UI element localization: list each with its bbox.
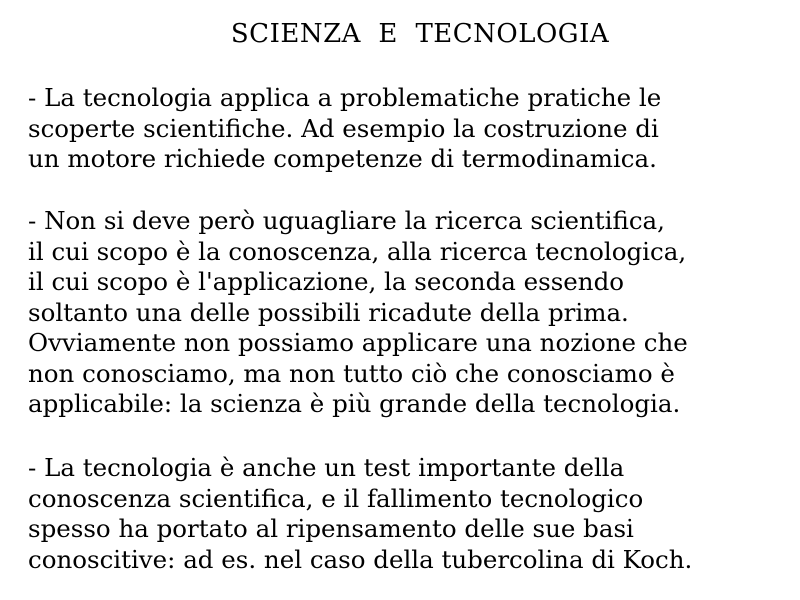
paragraph-line: conoscitive: ad es. nel caso della tubercolina di Koch. (28, 544, 693, 574)
paragraph-line: conoscenza scientifica, e il fallimento tecnologico (28, 483, 644, 513)
paragraph-3 (28, 453, 788, 575)
paragraph-line: - La tecnologia è anche un test importante della (28, 453, 625, 482)
paragraph-1 (28, 83, 788, 175)
paragraph-line: il cui scopo è l'applicazione, la seconda essendo (28, 267, 625, 296)
paragraph-line: - La tecnologia applica a problematiche pratiche le (28, 83, 662, 112)
paragraph-line: soltanto una delle possibili ricadute della prima. (28, 297, 629, 327)
paragraph-line: non conosciamo, ma non tutto ciò che conosciamo è (28, 358, 675, 388)
paragraph-line: un motore richiede competenze di termodinamica. (28, 144, 657, 173)
paragraph-line: scoperte scientifiche. Ad esempio la costruzione di (28, 113, 659, 143)
slide-title: SCIENZA E TECNOLOGIA (230, 19, 610, 49)
paragraph-line: spesso ha portato al ripensamento delle sue basi (28, 514, 634, 543)
paragraph-line: - Non si deve però uguagliare la ricerca scientifica, (28, 206, 665, 235)
paragraph-2 (28, 206, 788, 420)
paragraph-line: Ovviamente non possiamo applicare una nozione che (28, 328, 688, 357)
paragraph-line: applicabile: la scienza è più grande della tecnologia. (28, 389, 681, 418)
paragraph-line: il cui scopo è la conoscenza, alla ricerca tecnologica, (28, 236, 687, 266)
